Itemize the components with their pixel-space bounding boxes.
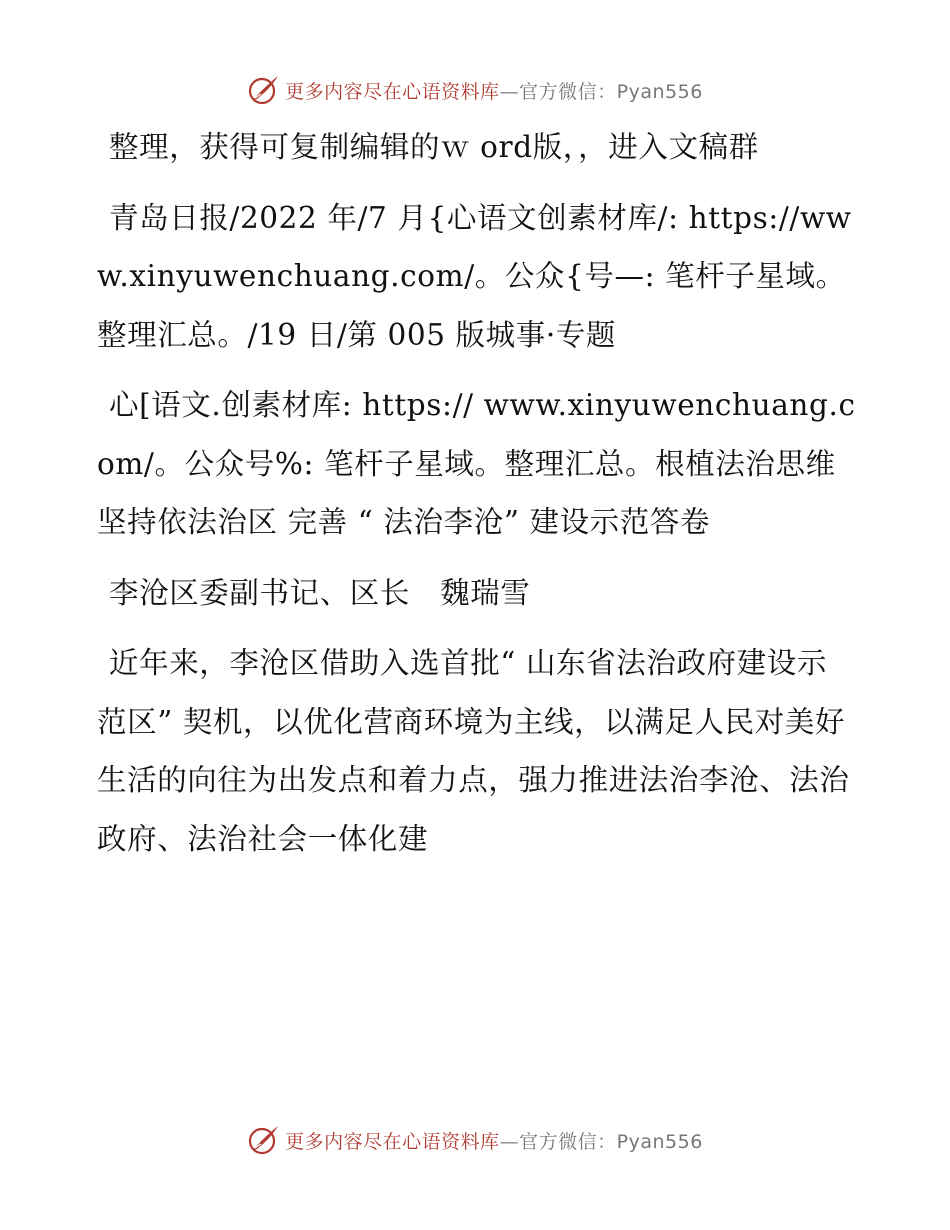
paragraph: 心[语文.创素材库: https:// www.xinyuwenchuang.com/。公众号%: 笔杆子星域。整理汇总。根植法治思维 坚持依法治区 完善 “ 法治李沧” 建设示范答卷 [97,388,856,539]
paragraph: 整理，获得可复制编辑的ｗ ord版，，进入文稿群 [109,130,759,164]
header-banner [0,70,950,110]
quill-logo-icon [247,73,281,107]
banner-dash: — [499,1130,520,1153]
author-line: 李沧区委副书记、区长 魏瑞雪 [109,575,531,610]
banner-wechat-text: 官方微信：Pyan556 [519,1130,703,1153]
banner-wechat-text: 官方微信：Pyan556 [519,80,703,103]
footer-banner [0,1120,950,1160]
paragraph: 近年来，李沧区借助入选首批“ 山东省法治政府建设示范区” 契机，以优化营商环境为主线，以满足人民对美好生活的向往为出发点和着力点，强力推进法治李沧、法治政府、法治社会一体化建 [97,646,850,856]
banner-brand-text: 更多内容尽在心语资料库 [285,80,500,103]
banner-dash: — [499,80,520,103]
banner-brand-text: 更多内容尽在心语资料库 [285,1130,500,1153]
paragraph: 青岛日报/2022 年/7 月{心语文创素材库/: https://www.xinyuwenchuang.com/。公众{号—: 笔杆子星域。整理汇总。/19 日/第 005 版城事·专题 [97,200,852,352]
quill-logo-icon [247,1123,281,1157]
document-body [97,118,857,880]
